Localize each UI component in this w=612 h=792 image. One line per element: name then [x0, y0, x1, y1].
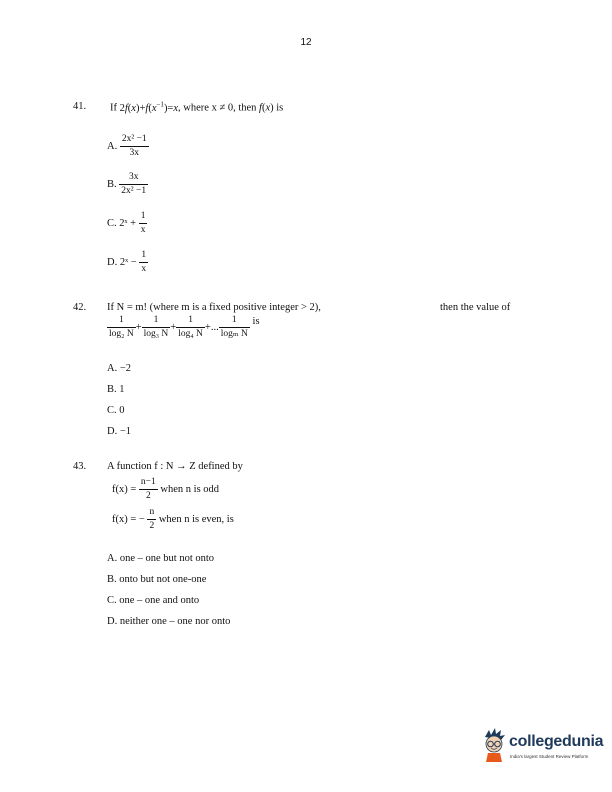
option-a[interactable] [107, 363, 131, 374]
fraction-denominator: 2x² −1 [121, 185, 147, 196]
log-term: log₃ N [143, 328, 169, 339]
option-label: B. [107, 384, 117, 395]
option-a[interactable] [107, 553, 214, 564]
option-text: one – one but not onto [119, 553, 215, 564]
option-label: D. [107, 616, 118, 627]
option-label: D. [107, 256, 118, 268]
option-c[interactable] [107, 595, 199, 606]
fraction-numerator: 1 [139, 251, 148, 263]
case-odd [112, 478, 219, 501]
fraction-denominator: 3x [129, 147, 140, 158]
case-even [112, 508, 234, 531]
option-text: one – one and onto [119, 595, 200, 606]
stem-tail: is [252, 316, 260, 327]
option-label: A. [107, 140, 118, 152]
option-text: 1 [119, 384, 125, 395]
log-term: logₘ N [220, 328, 248, 339]
function-symbol: f(x) [259, 102, 274, 114]
option-label: A. [107, 553, 118, 564]
fraction-numerator: 1 [176, 316, 205, 328]
fraction-numerator: 1 [142, 316, 171, 328]
question-stem [110, 100, 283, 114]
option-label: C. [107, 217, 117, 229]
case-condition: when n is even, is [158, 513, 234, 525]
option-label: C. [107, 595, 117, 606]
option-d[interactable] [107, 251, 148, 274]
question-stem: A function f : N → Z defined by [107, 461, 243, 472]
option-b[interactable] [107, 384, 125, 395]
question-number: 43. [73, 461, 87, 472]
log-term: log₂ N [109, 328, 134, 339]
question-number: 41. [73, 101, 87, 112]
option-label: A. [107, 363, 118, 374]
option-text: neither one – one nor onto [119, 616, 231, 627]
option-d[interactable] [107, 616, 230, 627]
option-label: B. [107, 574, 117, 585]
option-text: onto but not one-one [119, 574, 207, 585]
option-label: D. [107, 426, 118, 437]
option-d[interactable] [107, 426, 131, 437]
stem-mid: , where [178, 102, 209, 114]
log-sum-expression: $\frac{1}{\text{log₂ N}}$ + $\frac{1}{\text{log₃ N}}$ + $\frac{1}{\text{log₄ N}}$ +... $\frac{1}{\text{logₘ N}}$ is [109, 315, 260, 339]
fraction-numerator: 1 [139, 212, 148, 224]
fraction-denominator: x [140, 224, 146, 235]
fraction-denominator: x [141, 263, 147, 274]
option-text: −2 [119, 363, 132, 374]
case-condition: when n is odd [160, 483, 220, 495]
fraction-numerator: 3x [119, 173, 148, 185]
option-text: −1 [119, 426, 132, 437]
option-prefix: 2ˣ + [119, 217, 137, 229]
option-label: B. [107, 178, 117, 190]
mascot-logo-icon [481, 727, 507, 763]
stem-is: is [276, 102, 284, 114]
question-number: 42. [73, 302, 87, 313]
option-c[interactable] [107, 405, 125, 416]
log-term: log₄ N [178, 328, 203, 339]
page-number: 12 [300, 37, 312, 48]
fraction-denominator: 2 [149, 520, 155, 531]
fraction-denominator: 2 [145, 490, 151, 501]
option-label: C. [107, 405, 117, 416]
question-stem: If N = m! (where m is a fixed positive integer > 2), [107, 302, 321, 313]
case-lhs: f(x) = − [112, 513, 145, 525]
fraction-numerator: 2x² −1 [120, 135, 149, 147]
fraction-numerator: n [147, 508, 156, 520]
fraction-numerator: 1 [219, 316, 250, 328]
option-b[interactable] [107, 173, 148, 196]
stem-then: then [238, 102, 257, 114]
stem-prefix: If [110, 102, 117, 114]
stem-condition: x ≠ 0, [211, 102, 236, 114]
question-stem-right: then the value of [440, 302, 511, 313]
option-c[interactable] [107, 212, 147, 235]
option-text: 0 [119, 405, 125, 416]
equation: $2f(x)+f(x^{-1})=x$ [119, 100, 179, 114]
option-b[interactable] [107, 574, 206, 585]
fraction-numerator: n−1 [139, 478, 158, 490]
fraction-numerator: 1 [107, 316, 136, 328]
option-prefix: 2ˣ − [119, 256, 137, 268]
brand-tagline: India's largest Student Review Platform [510, 754, 589, 759]
option-a[interactable] [107, 135, 149, 158]
brand-name: collegedunia [509, 733, 604, 750]
case-lhs: f(x) = [112, 483, 137, 495]
